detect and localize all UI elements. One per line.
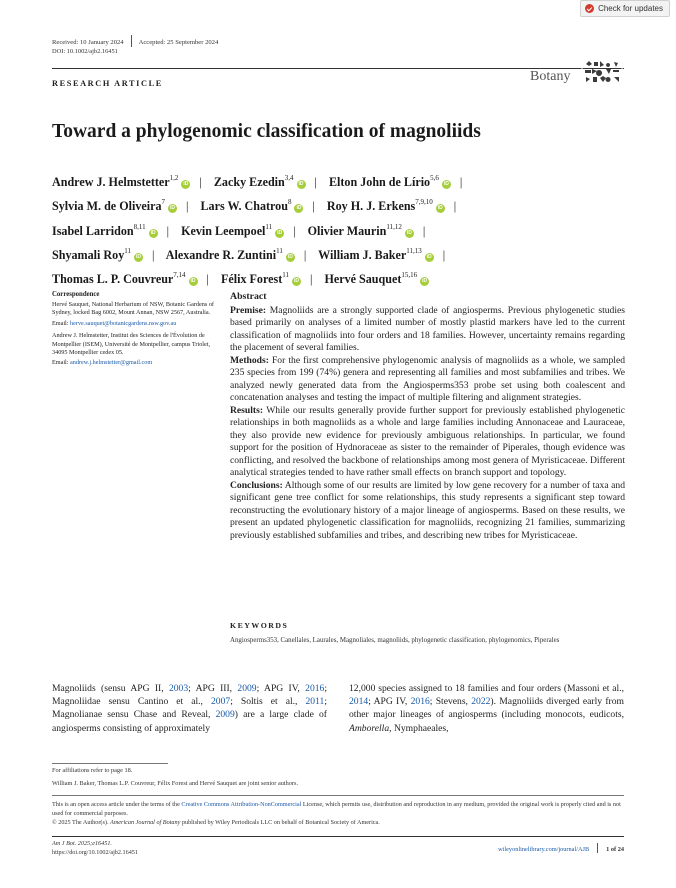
body-column-right: 12,000 species assigned to 18 families and four orders (Massoni et al., 2014; APG IV, 2016; Stevens, 2022). Magnoliids diverged early from other major lineages of angiosperms (including monocots, eudicots, Amborella, Nymphaeales, [349, 683, 624, 734]
abstract-methods: Methods: For the first comprehensive phylogenomic analysis of magnoliids as a whole, we sampled 235 species from 199 (74%) genera and representing all families and most subfamilies and tribes. We analyzed newly generated data from the Angiosperms353 probe set using both coalescent and concatenation analyses and testing the impact of multiple filtering and alignment strategies. [230, 354, 625, 403]
author: Olivier Maurin$^{11,12}$iD [307, 222, 412, 238]
correspondence-email-2: Email: andrew.j.helmstetter@gmail.com [52, 359, 153, 367]
author: Félix Forest$^{11}$iD [221, 271, 299, 287]
body-column-left: Magnoliids (sensu APG II, 2003; APG III, 2009; APG IV, 2016; Magnoliidae sensu Cantino et al., 2007; Soltis et al., 2011; Magnolianae sensu Chase and Reveal, 2009) are a large clade of angiosperms consisting of approximately [52, 683, 328, 734]
footnote-rule [52, 763, 168, 764]
keywords-heading: KEYWORDS [230, 621, 289, 630]
article-title: Toward a phylogenomic classification of magnoliids [52, 121, 481, 142]
orcid-icon[interactable]: iD [406, 229, 412, 236]
check-icon [585, 4, 594, 13]
citation-link[interactable]: 2016 [410, 696, 430, 708]
orcid-icon[interactable]: iD [190, 278, 196, 285]
received-date: Received: 10 January 2024 [52, 39, 124, 46]
check-for-updates-button[interactable] [580, 0, 670, 17]
citation-link[interactable]: 2009 [237, 683, 257, 694]
author: William J. Baker$^{11,13}$iD [318, 246, 432, 262]
orcid-icon[interactable]: iD [426, 253, 432, 260]
citation-link[interactable]: 2014 [349, 696, 369, 708]
journal-logo-text: Botany [530, 69, 571, 84]
author: Andrew J. Helmstetter$^{1,2}$iD [52, 174, 189, 189]
orcid-icon[interactable]: iD [298, 181, 304, 187]
email-link[interactable]: andrew.j.helmstetter@gmail.com [70, 359, 153, 367]
journal-citation: Am J Bot. 2025;e16451. [52, 840, 112, 847]
orcid-icon[interactable]: iD [277, 229, 283, 236]
correspondence-address-2: Andrew J. Helmstetter, Institut des Sciences de l'Évolution de Montpellier (ISEM), Université de Montpellier, campus Triolet, 34095 Montpellier cedex 05. [52, 332, 211, 357]
citation-link[interactable]: 2003 [168, 683, 189, 694]
author: Roy H. J. Erkens$^{7,9,10}$iD [326, 198, 443, 214]
citation-link[interactable]: 2009 [215, 709, 235, 721]
author-list: Andrew J. Helmstetter$^{1,2}$iD | Zacky Ezedin$^{3,4}$iD | Elton John de Lírio$^{5,6}$iD | Sylvia M. de Oliveira$^7$iD | Lars W. Chatrou$^8$iD | Roy H. J. Erkens$^{7,9,10}$iD | Isabel Larridon$^{8,11}$iD | Kevin Leempoel$^{11}$iD | Olivier Maurin$^{11,12}$iD | Shyamali Roy$^{11}$iD | Alexandre R. Zuntini$^{11}$iD | William J. Baker$^{11,13}$iD | Thomas L. P. Couvreur$^{7,14}$iD | Félix Forest$^{11}$iD | Hervé Sauquet$^{15,16}$iD [52, 174, 463, 287]
abstract-results: Results: While our results generally provide further support for previously established phylogenetic relationships in both magnoliids as a whole and large families including Annonaceae and Lauraceae, they also provide new evidence for previously ambiguous relationships. In particular, we found support for the position of Hydnoraceae as sister to the remainder of Piperales, though evidence was conflicting, and resolved the backbone of relationships among most genera of Myristicaceae. Different analytical strategies tended to have rather small effects on branch support and topology. [230, 404, 625, 478]
author: Thomas L. P. Couvreur$^{7,14}$iD [52, 271, 196, 287]
article-type: RESEARCH ARTICLE [52, 79, 163, 88]
article-dates [52, 35, 218, 47]
abstract-conclusions: Conclusions: Although some of our results are limited by low gene recovery for a number of taxa and significant gene tree conflict for some relationships, this study represents a significant step toward reconstructing the evolutionary history of a major lineage of angiosperms. Based on these results, we present an updated phylogenetic classification for magnoliids, recognizing 21 families, summarizing previously established subfamilies and tribes, and describing new tribes for Myristicaceae. [230, 479, 625, 541]
license-note: This is an open access article under the terms of the Creative Commons Attribution-NonCommercial License, which permits use, distribution and reproduction in any medium, provided the original work is properly cited and is not used for commercial purposes. © 2025 The Author(s). American Journal of Botany published by Wiley Periodicals LLC on behalf of Botanical Society of America. [52, 801, 621, 826]
orcid-icon[interactable]: iD [437, 205, 443, 212]
journal-logo [528, 58, 624, 88]
orcid-icon[interactable]: iD [443, 181, 449, 187]
orcid-icon[interactable]: iD [422, 278, 428, 285]
footer-doi-link[interactable]: https://doi.org/10.1002/ajb2.16451 [52, 848, 138, 856]
footer-divider [597, 843, 598, 853]
orcid-icon[interactable]: iD [150, 229, 156, 236]
orcid-icon[interactable]: iD [296, 205, 302, 212]
author: Isabel Larridon$^{8,11}$iD [52, 222, 156, 238]
citation-link[interactable]: 2016 [305, 683, 325, 694]
abstract-heading: Abstract [230, 291, 267, 302]
abstract [230, 291, 625, 542]
journal-site-link[interactable]: wileyonlinelibrary.com/journal/AJB [498, 846, 590, 853]
author: Kevin Leempoel$^{11}$iD [181, 222, 283, 238]
correspondence-heading: Correspondence [52, 291, 100, 298]
page-number: 1 of 24 [606, 846, 624, 853]
author: Elton John de Lírio$^{5,6}$iD [328, 174, 449, 189]
botany-logo-icon [528, 58, 624, 88]
footer-rule [52, 836, 624, 837]
correspondence-email-1: Email: herve.sauquet@botanicgardens.nsw.gov.au [52, 319, 177, 327]
author: Shyamali Roy$^{11}$iD [52, 246, 141, 262]
orcid-icon[interactable]: iD [183, 181, 189, 187]
footer-citation [52, 840, 138, 858]
correspondence-address-1: Hervé Sauquet, National Herbarium of NSW, Botanic Gardens of Sydney, locked Bag 6002, Mount Annan, NSW 2567, Australia. [52, 301, 214, 317]
citation-link[interactable]: 2011 [305, 696, 325, 708]
citation-link[interactable]: 2022 [471, 696, 491, 708]
footer-right [498, 843, 624, 853]
check-for-updates-label: Check for updates [598, 4, 663, 13]
abstract-premise: Premise: Magnoliids are a strongly supported clade of angiosperms. Previous phylogenetic studies based primarily on analyses of a limited number of mostly plastid markers have led to the current classification of magnoliids into four orders and 18 families. However, uncertainty remains regarding the placement of several families. [230, 304, 625, 353]
orcid-icon[interactable]: iD [136, 253, 141, 260]
author: Alexandre R. Zuntini$^{11}$iD [165, 246, 293, 262]
orcid-icon[interactable]: iD [293, 278, 299, 285]
affiliations-note: For affiliations refer to page 18. [52, 767, 133, 774]
joint-authors-note: William J. Baker, Thomas L.P. Couvreur, Félix Forest and Hervé Sauquet are joint senior authors. [52, 780, 299, 787]
correspondence [52, 291, 216, 370]
citation-link[interactable]: 2007 [211, 696, 231, 708]
keywords: Angiosperms353, Canellales, Laurales, Magnoliales, magnoliids, phylogenetic classification, phylogenomics, Piperales [230, 637, 560, 644]
author: Hervé Sauquet$^{15,16}$iD [324, 271, 428, 287]
doi: DOI: 10.1002/ajb2.16451 [52, 48, 118, 55]
author: Lars W. Chatrou$^8$iD [200, 198, 302, 214]
accepted-date: Accepted: 25 September 2024 [138, 39, 219, 46]
license-rule [52, 795, 624, 796]
orcid-icon[interactable]: iD [287, 253, 293, 260]
header-divider [131, 35, 132, 47]
author: Sylvia M. de Oliveira$^7$iD [52, 198, 176, 214]
author: Zacky Ezedin$^{3,4}$iD [213, 174, 304, 189]
email-link[interactable]: herve.sauquet@botanicgardens.nsw.gov.au [70, 319, 177, 327]
license-link[interactable]: Creative Commons Attribution-NonCommercial [181, 801, 302, 808]
orcid-icon[interactable]: iD [170, 205, 176, 212]
